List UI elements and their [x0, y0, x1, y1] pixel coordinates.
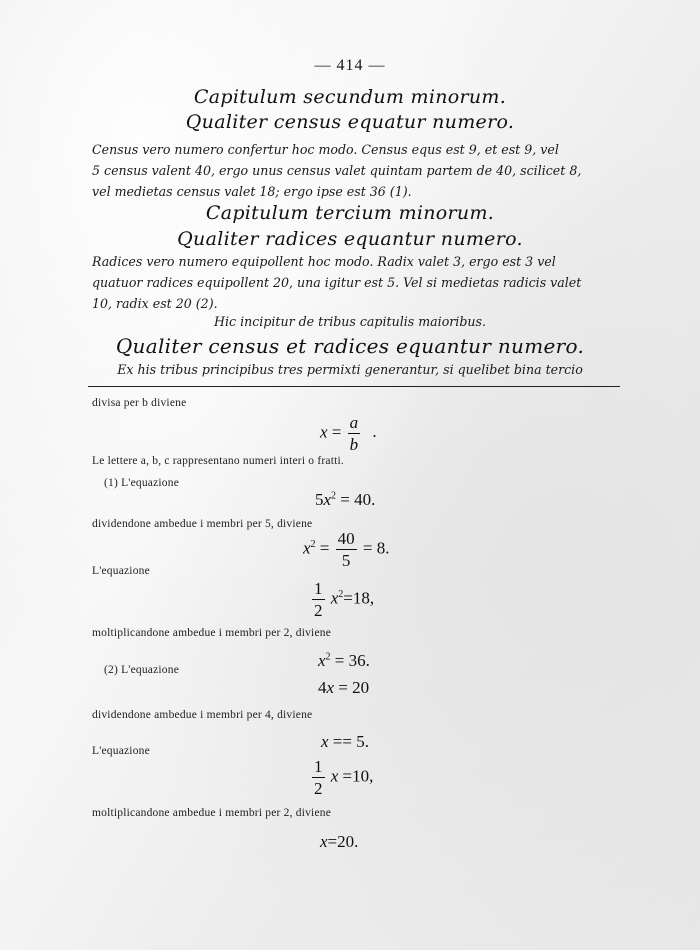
eq-var: x	[323, 490, 332, 509]
eq-rhs: 18,	[352, 588, 375, 608]
footnote-2-label: (2) L'equazione	[104, 664, 179, 676]
eq-var: x	[330, 588, 339, 608]
eq-op: =	[340, 490, 350, 509]
eq-rhs: 10,	[352, 766, 374, 786]
fraction	[312, 580, 325, 619]
eq-coef: 5	[315, 490, 324, 509]
eq-op: =	[319, 538, 330, 558]
note-line-moltiplicandone-2b: moltiplicandone ambedue i membri per 2, diviene	[92, 807, 332, 819]
fraction-denominator: b	[349, 435, 359, 454]
text-line: Radices vero numero equipollent hoc modo. Radix valet 3, ergo est 3 vel	[92, 254, 556, 269]
fraction-denominator: 2	[314, 779, 323, 798]
note-line-equazione: L'equazione	[92, 565, 150, 577]
eq-var: x	[330, 766, 339, 786]
chapter-heading-census-radices: Qualiter census et radices equantur numero.	[115, 334, 585, 358]
fraction	[348, 414, 361, 453]
fraction-numerator: 1	[314, 757, 323, 776]
fraction-denominator: 2	[314, 601, 323, 620]
fraction	[312, 758, 325, 797]
eq-op: =	[327, 832, 338, 851]
fraction-denominator: 5	[341, 551, 351, 570]
eq-op: =	[338, 678, 348, 697]
eq-exponent: 2	[325, 651, 331, 663]
latin-paragraph-permixti: Ex his tribus principibus tres permixti generantur, si quelibet bina tercio	[117, 362, 583, 377]
text-line: 5 census valent 40, ergo unus census valet quintam partem de 40, scilicet 8,	[92, 163, 582, 178]
equation-x2-equals-40-over-5	[303, 530, 389, 569]
note-line-dividendone-5: dividendone ambedue i membri per 5, diviene	[92, 518, 313, 530]
eq-rhs: 20.	[337, 832, 359, 851]
note-line-moltiplicandone-2a: moltiplicandone ambedue i membri per 2, diviene	[92, 627, 332, 639]
equation-5x2-equals-40	[315, 490, 375, 510]
page-number: — 414 —	[314, 57, 386, 74]
eq-tail: .	[372, 422, 377, 442]
fraction-numerator: 40	[337, 529, 355, 548]
text-line: quatuor radices equipollent 20, una igitur est 5. Vel si medietas radicis valet	[92, 275, 582, 290]
eq-rhs: 20	[352, 678, 370, 697]
chapter-heading-tercium: Capitulum tercium minorum.	[205, 202, 495, 224]
eq-var: x	[326, 678, 335, 697]
footnote-divider	[88, 386, 620, 387]
eq-op: =	[334, 651, 345, 670]
eq-rhs: 8.	[376, 538, 390, 558]
eq-op: =	[342, 766, 353, 786]
eq-var: x	[303, 538, 311, 558]
eq-var: x	[318, 651, 326, 670]
eq-exponent: 2	[338, 588, 344, 600]
equation-half-x2-equals-18	[310, 580, 374, 619]
eq-coef: 4	[318, 678, 327, 697]
equation-x2-equals-36	[318, 651, 370, 671]
note-line-divisa: divisa per b diviene	[92, 397, 187, 409]
equation-4x-equals-20	[318, 678, 369, 698]
text-line: Census vero numero confertur hoc modo. Census equs est 9, et est 9, vel	[92, 142, 559, 157]
text-line: 10, radix est 20 (2).	[92, 296, 218, 311]
eq-rhs: 36.	[348, 651, 370, 670]
latin-paragraph-census	[92, 139, 622, 202]
eq-var: x	[320, 422, 328, 442]
fraction-numerator: a	[349, 413, 359, 432]
equation-x-equals-20	[320, 832, 358, 852]
eq-op: =	[343, 588, 353, 608]
fraction-numerator: 1	[314, 579, 323, 598]
footnote-1-label: (1) L'equazione	[104, 477, 179, 489]
text-line: vel medietas census valet 18; ergo ipse est 36 (1).	[92, 184, 412, 199]
eq-rhs: 5.	[356, 732, 369, 751]
eq-var: x	[321, 732, 329, 751]
section-intro-maioribus: Hic incipitur de tribus capitulis maioribus.	[214, 314, 486, 329]
note-line-dividendone-4: dividendone ambedue i membri per 4, diviene	[92, 709, 313, 721]
chapter-subheading-census: Qualiter census equatur numero.	[185, 111, 515, 133]
equation-x-equals-5	[321, 732, 369, 752]
eq-op: =	[331, 422, 342, 442]
latin-paragraph-radices	[92, 251, 622, 314]
eq-exponent: 2	[331, 490, 337, 502]
chapter-subheading-radices: Qualiter radices equantur numero.	[177, 228, 523, 250]
chapter-heading-secundum: Capitulum secundum minorum.	[193, 86, 507, 108]
equation-half-x-equals-10	[310, 758, 373, 797]
eq-op: =	[362, 538, 373, 558]
fraction	[336, 530, 357, 569]
eq-exponent: 2	[310, 538, 316, 550]
eq-var: x	[320, 832, 328, 851]
note-line-lettere: Le lettere a, b, c rappresentano numeri interi o fratti.	[92, 455, 344, 467]
eq-op: ==	[332, 732, 352, 751]
equation-x-equals-a-over-b	[320, 414, 377, 453]
eq-rhs: 40.	[354, 490, 376, 509]
note-line-equazione-2: L'equazione	[92, 745, 150, 757]
